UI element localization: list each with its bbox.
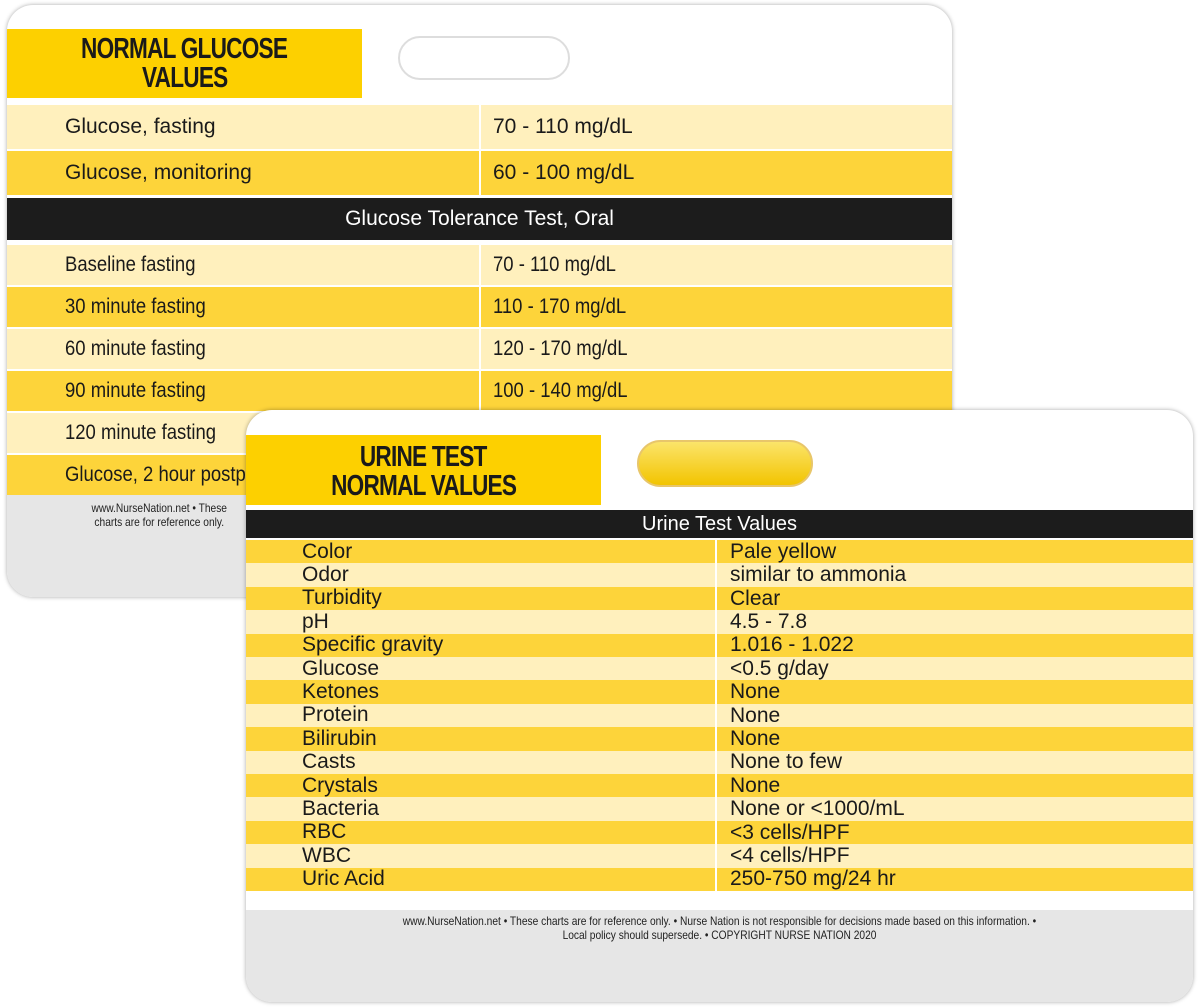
- row-value: 1.016 - 1.022: [730, 633, 854, 657]
- row-label: Specific gravity: [302, 633, 444, 657]
- row-label: Odor: [302, 563, 349, 587]
- row-label: 30 minute fasting: [65, 295, 206, 318]
- row-value-cell: [715, 610, 1193, 633]
- row-value: 4.5 - 7.8: [730, 609, 808, 633]
- table-row: [246, 657, 1193, 680]
- footer-text: Local policy should supersede. • COPYRIGHT NURSE NATION 2020: [562, 928, 877, 942]
- row-value-cell: [715, 540, 1193, 563]
- badge-slot: [398, 36, 570, 80]
- urine-card: [246, 410, 1193, 1002]
- row-value-cell: [715, 704, 1193, 727]
- row-value: None: [730, 773, 781, 797]
- row-label: RBC: [302, 820, 347, 844]
- row-value: 120 - 170 mg/dL: [493, 337, 628, 360]
- row-label: Turbidity: [302, 586, 382, 610]
- row-label: pH: [302, 609, 329, 633]
- glucose-card-title: [7, 29, 362, 98]
- row-value-cell: [479, 287, 952, 327]
- row-value-cell: [479, 245, 952, 285]
- row-label: Uric Acid: [302, 867, 385, 891]
- row-value: <4 cells/HPF: [730, 843, 850, 867]
- row-value-cell: [715, 751, 1193, 774]
- table-row: [246, 634, 1193, 657]
- row-label: Bacteria: [302, 797, 380, 821]
- row-value: 70 - 110 mg/dL: [493, 115, 633, 138]
- table-row: [7, 371, 952, 411]
- table-row: [7, 105, 952, 149]
- row-label: Crystals: [302, 773, 378, 797]
- table-row: [7, 287, 952, 327]
- row-value: None: [730, 703, 781, 727]
- row-label: Glucose, fasting: [65, 115, 216, 138]
- row-label: Baseline fasting: [65, 253, 196, 276]
- row-value: 110 - 170 mg/dL: [493, 295, 627, 318]
- footer-text: www.NurseNation.net • These charts are for reference only. • Nurse Nation is not responsible for decisions made based on this information. •: [402, 914, 1037, 928]
- row-value-cell: [715, 774, 1193, 797]
- row-value-cell: [479, 329, 952, 369]
- row-label: Bilirubin: [302, 726, 377, 750]
- section-header: Glucose Tolerance Test, Oral: [7, 198, 952, 240]
- row-value-cell: [715, 634, 1193, 657]
- table-row: [246, 587, 1193, 610]
- title-line: NORMAL VALUES: [330, 470, 517, 502]
- row-label: Glucose, 2 hour postp: [65, 463, 246, 486]
- table-row: [246, 821, 1193, 844]
- row-value-cell: [479, 151, 952, 195]
- table-row: [246, 751, 1193, 774]
- row-value: Clear: [730, 586, 781, 610]
- row-label: Glucose, monitoring: [65, 161, 252, 184]
- row-label: Glucose: [302, 656, 380, 680]
- table-row: [246, 797, 1193, 820]
- table-row: [246, 563, 1193, 586]
- row-value: None: [730, 726, 781, 750]
- row-value: Pale yellow: [730, 539, 837, 563]
- badge-slot: [637, 440, 813, 487]
- row-value: None or <1000/mL: [730, 797, 905, 821]
- title-line: NORMAL GLUCOSE: [81, 33, 288, 65]
- row-value-cell: [715, 868, 1193, 891]
- row-value: <0.5 g/day: [730, 656, 829, 680]
- row-value-cell: [715, 657, 1193, 680]
- row-label: 60 minute fasting: [65, 337, 206, 360]
- row-label: Ketones: [302, 680, 380, 704]
- footer-text: www.NurseNation.net • These charts are for reference only.: [91, 501, 227, 529]
- row-label: 120 minute fasting: [65, 421, 217, 444]
- row-value-cell: [715, 680, 1193, 703]
- table-row: [246, 680, 1193, 703]
- table-row: [246, 727, 1193, 750]
- table-row: [7, 329, 952, 369]
- row-value: 250-750 mg/24 hr: [730, 867, 896, 891]
- row-value-cell: [715, 821, 1193, 844]
- row-label: Color: [302, 539, 353, 563]
- row-value: 100 - 140 mg/dL: [493, 379, 628, 402]
- table-row: [246, 610, 1193, 633]
- row-value: 60 - 100 mg/dL: [493, 161, 635, 184]
- table-row: [246, 774, 1193, 797]
- row-value-cell: [715, 844, 1193, 867]
- urine-footer: [246, 910, 1193, 1002]
- row-value-cell: [715, 563, 1193, 586]
- row-label: Casts: [302, 750, 356, 774]
- row-value: 70 - 110 mg/dL: [493, 253, 616, 276]
- title-line: URINE TEST: [360, 441, 487, 473]
- row-value-cell: [715, 727, 1193, 750]
- title-line: VALUES: [141, 62, 228, 94]
- row-value-cell: [479, 105, 952, 149]
- table-row: [246, 540, 1193, 563]
- table-row: [246, 844, 1193, 867]
- row-value-cell: [479, 371, 952, 411]
- row-value-cell: [715, 797, 1193, 820]
- row-value: None: [730, 680, 781, 704]
- row-label: WBC: [302, 843, 351, 867]
- row-value-cell: [715, 587, 1193, 610]
- table-row: [246, 704, 1193, 727]
- row-value: similar to ammonia: [730, 563, 907, 587]
- row-label: Protein: [302, 703, 369, 727]
- section-header: Urine Test Values: [246, 510, 1193, 538]
- row-label: 90 minute fasting: [65, 379, 206, 402]
- row-value: <3 cells/HPF: [730, 820, 850, 844]
- table-row: [246, 868, 1193, 891]
- row-value: None to few: [730, 750, 843, 774]
- table-row: [7, 151, 952, 195]
- urine-card-title: [246, 435, 601, 505]
- table-row: [7, 245, 952, 285]
